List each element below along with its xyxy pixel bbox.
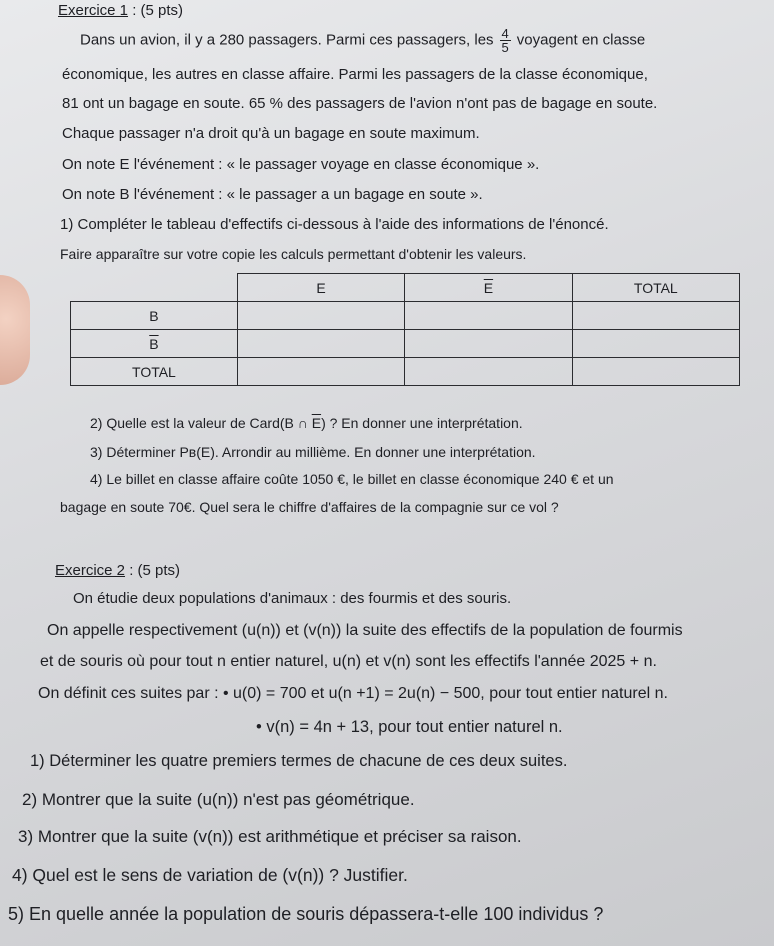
table-header-row <box>71 274 740 302</box>
ex1-line-4: Chaque passager n'a droit qu'à un bagage en soute maximum. <box>62 125 480 142</box>
table-cell[interactable] <box>405 358 572 386</box>
ex1-line-5: On note E l'événement : « le passager voyage en classe économique ». <box>62 156 540 173</box>
ex2-question-5: 5) En quelle année la population de souris dépassera-t-elle 100 individus ? <box>8 904 604 924</box>
table-cell[interactable] <box>405 302 572 330</box>
ex1-line-6: On note B l'événement : « le passager a un bagage en soute ». <box>62 186 483 203</box>
ex2-line-1: On étudie deux populations d'animaux : des fourmis et des souris. <box>73 590 512 607</box>
table-corner <box>71 274 238 302</box>
fraction-numerator: 4 <box>501 26 509 41</box>
row-label-total: TOTAL <box>71 358 238 386</box>
ex1-line-1b: voyagent en classe <box>516 31 646 49</box>
row-label-B: B <box>71 302 238 330</box>
row-label-B-bar: $\overline{B}$ <box>149 335 159 352</box>
exercise-2-points: : (5 pts) <box>125 562 181 579</box>
ex2-line-2: On appelle respectivement (u(n)) et (v(n)) la suite des effectifs de la population de fourmis <box>47 622 683 639</box>
finger <box>0 275 30 385</box>
ex1-question-3: 3) Déterminer Pʙ(E). Arrondir au millième. En donner une interprétation. <box>90 444 536 460</box>
header-total: TOTAL <box>572 274 739 302</box>
ex2-question-4: 4) Quel est le sens de variation de (v(n)) ? Justifier. <box>12 865 408 885</box>
fraction <box>500 27 511 54</box>
ex2-question-2: 2) Montrer que la suite (u(n)) n'est pas géométrique. <box>22 790 415 809</box>
q2-part-b: ) ? En donner une interprétation. <box>321 415 523 431</box>
ex2-question-1: 1) Déterminer les quatre premiers termes de chacune de ces deux suites. <box>30 752 568 770</box>
ex2-line-3: et de souris où pour tout n entier naturel, u(n) et v(n) sont les effectifs l'année 2025 + n. <box>40 653 657 670</box>
table-cell[interactable] <box>572 302 739 330</box>
ex1-line-1 <box>80 27 645 54</box>
table-cell[interactable] <box>237 358 404 386</box>
ex2-question-3: 3) Montrer que la suite (v(n)) est arithmétique et préciser sa raison. <box>18 827 522 846</box>
ex1-question-4b: bagage en soute 70€. Quel sera le chiffre d'affaires de la compagnie sur ce vol ? <box>60 499 559 515</box>
exercise-1-title: Exercice 1 <box>58 2 129 19</box>
exercise-2-heading <box>55 562 180 579</box>
effectifs-table <box>70 273 740 386</box>
q2-E-bar: $\overline{E}$ <box>311 415 322 431</box>
ex1-question-1b: Faire apparaître sur votre copie les calculs permettant d'obtenir les valeurs. <box>60 246 527 262</box>
table-cell[interactable] <box>405 330 572 358</box>
table-row <box>71 358 740 386</box>
ex1-question-4a: 4) Le billet en classe affaire coûte 1050 €, le billet en classe économique 240 € et un <box>90 471 614 487</box>
ex1-line-3: 81 ont un bagage en soute. 65 % des passagers de l'avion n'ont pas de bagage en soute. <box>62 95 658 112</box>
ex1-line-1a: Dans un avion, il y a 280 passagers. Parmi ces passagers, les <box>80 31 494 49</box>
exercise-1-points: : (5 pts) <box>128 2 184 19</box>
ex2-line-5: • v(n) = 4n + 13, pour tout entier naturel n. <box>256 718 563 736</box>
ex2-line-4: On définit ces suites par : • u(0) = 700 et u(n +1) = 2u(n) − 500, pour tout entier naturel n. <box>38 685 668 702</box>
fraction-denominator: 5 <box>501 40 509 55</box>
exercise-2-title: Exercice 2 <box>55 562 126 579</box>
exercise-1-heading <box>58 2 183 19</box>
header-E: E <box>237 274 404 302</box>
table-cell[interactable] <box>237 302 404 330</box>
ex1-line-2: économique, les autres en classe affaire. Parmi les passagers de la classe économique, <box>62 66 648 83</box>
header-E-bar: $\overline{E}$ <box>483 279 494 296</box>
table-row <box>71 330 740 358</box>
ex1-question-1: 1) Compléter le tableau d'effectifs ci-dessous à l'aide des informations de l'énoncé. <box>60 216 609 233</box>
q2-part-a: 2) Quelle est la valeur de Card(B ∩ <box>90 415 312 431</box>
table-cell[interactable] <box>572 330 739 358</box>
table-row <box>71 302 740 330</box>
table-cell[interactable] <box>572 358 739 386</box>
ex1-question-2 <box>90 415 523 431</box>
table-cell[interactable] <box>237 330 404 358</box>
